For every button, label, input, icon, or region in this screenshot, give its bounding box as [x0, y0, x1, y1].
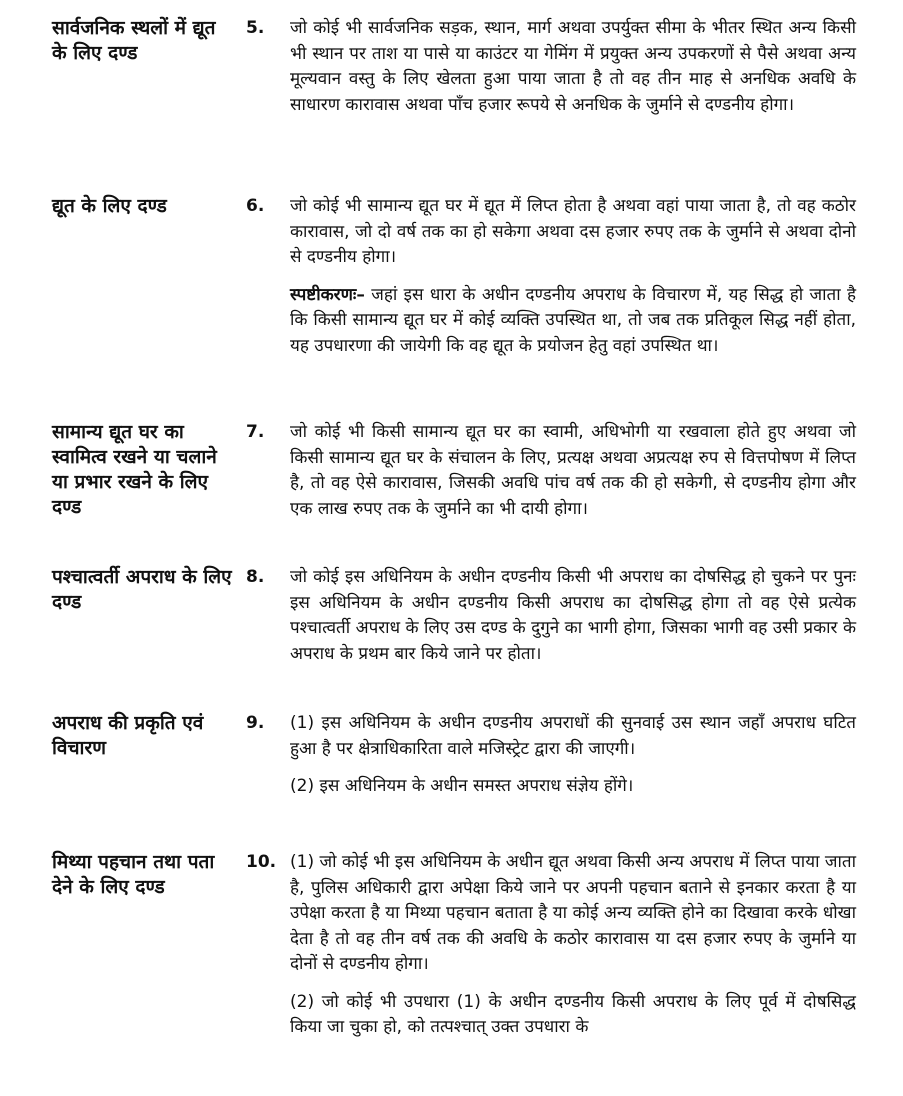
section-number: 9. [246, 713, 265, 733]
section-body [290, 194, 856, 371]
section-body [290, 711, 856, 812]
section-number: 10. [246, 852, 277, 872]
section-paragraph: जो कोई भी किसी सामान्य द्यूत घर का स्वामी, अधिभोगी या रखवाला होते हुए अथवा जो किसी सामान्य द्यूत घर के संचालन के लिए, प्रत्यक्ष अथवा अप्रत्यक्ष रुप से वित्तपोषण में लिप्त है, तो वह ऐसे कारावास, जिसकी अवधि पांच वर्ष तक की हो सकेगी, से दण्डनीय होगा और एक लाख रुपए तक के जुर्माने का भी दायी होगा। [290, 422, 856, 519]
section-heading: मिथ्या पहचान तथा पता देने के लिए दण्ड [52, 851, 215, 898]
explanation-text: जहां इस धारा के अधीन दण्डनीय अपराध के विचारण में, यह सिद्ध हो जाता है कि किसी सामान्य द्यूत घर में कोई व्यक्ति उपस्थित था, तो जब तक प्रतिकूल सिद्ध नहीं होता, यह उपधारणा की जायेगी कि वह द्यूत के प्रयोजन हेतु वहां उपस्थित था। [290, 284, 856, 356]
section-heading: द्यूत के लिए दण्ड [52, 195, 167, 217]
explanation-paragraph [290, 283, 856, 360]
explanation-label: स्पष्टीकरणः– [290, 284, 365, 305]
section-paragraph: (1) इस अधिनियम के अधीन दण्डनीय अपराधों की सुनवाई उस स्थान जहाँ अपराध घटित हुआ है पर क्षेत्राधिकारिता वाले मजिस्ट्रेट द्वारा की जाएगी। [290, 713, 856, 759]
section-heading: अपराध की प्रकृति एवं विचारण [52, 712, 204, 759]
section-body [290, 16, 856, 130]
section-body [290, 850, 856, 1053]
section-number: 8. [246, 567, 265, 587]
section-paragraph: जो कोई भी सामान्य द्यूत घर में द्यूत में लिप्त होता है अथवा वहां पाया जाता है, तो वह कठोर कारावास, जो दो वर्ष तक का हो सकेगा अथवा दस हजार रुपए तक के जुर्माने से अथवा दोनो से दण्डनीय होगा। [290, 196, 856, 267]
section-number: 7. [246, 422, 265, 442]
section-paragraph: जो कोई इस अधिनियम के अधीन दण्डनीय किसी भी अपराध का दोषसिद्ध हो चुकने पर पुनः इस अधिनियम के अधीन दण्डनीय किसी अपराध का दोषसिद्ध होगा तो वह ऐसे प्रत्येक पश्चात्वर्ती अपराध के लिए उस दण्ड के दुगुने का भागी होगा, जिसका भागी वह उसी प्रकार के अपराध के प्रथम बार किये जाने पर होता। [290, 567, 856, 664]
section-body [290, 565, 856, 679]
section-body [290, 420, 856, 534]
section-heading: पश्चात्वर्ती अपराध के लिए दण्ड [52, 566, 232, 613]
section-heading: सामान्य द्यूत घर का स्वामित्व रखने या चलाने या प्रभार रखने के लिए दण्ड [52, 421, 217, 518]
section-paragraph: (2) इस अधिनियम के अधीन समस्त अपराध संज्ञेय होंगे। [290, 776, 634, 796]
section-heading: सार्वजनिक स्थलों में द्यूत के लिए दण्ड [52, 17, 216, 64]
section-number: 5. [246, 18, 265, 38]
section-paragraph: जो कोई भी सार्वजनिक सड़क, स्थान, मार्ग अथवा उपर्युक्त सीमा के भीतर स्थित अन्य किसी भी स्थान पर ताश या पासे या काउंटर या गेमिंग में प्रयुक्त अन्य उपकरणों से पैसे अथवा अन्य मूल्यवान वस्तु के लिए खेलता हुआ पाया जाता है तो वह तीन माह से अनधिक अवधि के साधारण कारावास अथवा पाँच हजार रूपये से अनधिक के जुर्माने से दण्डनीय होगा। [290, 18, 856, 115]
section-paragraph: (2) जो कोई भी उपधारा (1) के अधीन दण्डनीय किसी अपराध के लिए पूर्व में दोषसिद्ध किया जा चुका हो, को तत्पश्चात् उक्त उपधारा के [290, 991, 856, 1037]
section-paragraph: (1) जो कोई भी इस अधिनियम के अधीन द्यूत अथवा किसी अन्य अपराध में लिप्त पाया जाता है, पुलिस अधिकारी द्वारा अपेक्षा किये जाने पर अपनी पहचान बताने से इनकार करता है या उपेक्षा करता है या मिथ्या पहचान बताता है या कोई अन्य व्यक्ति होने का दिखावा करके धोखा देता है तो वह तीन वर्ष तक की अवधि के कठोर कारावास या दस हजार रुपए के जुर्माने या दोनों से दण्डनीय होगा। [290, 852, 856, 974]
section-number: 6. [246, 196, 265, 216]
